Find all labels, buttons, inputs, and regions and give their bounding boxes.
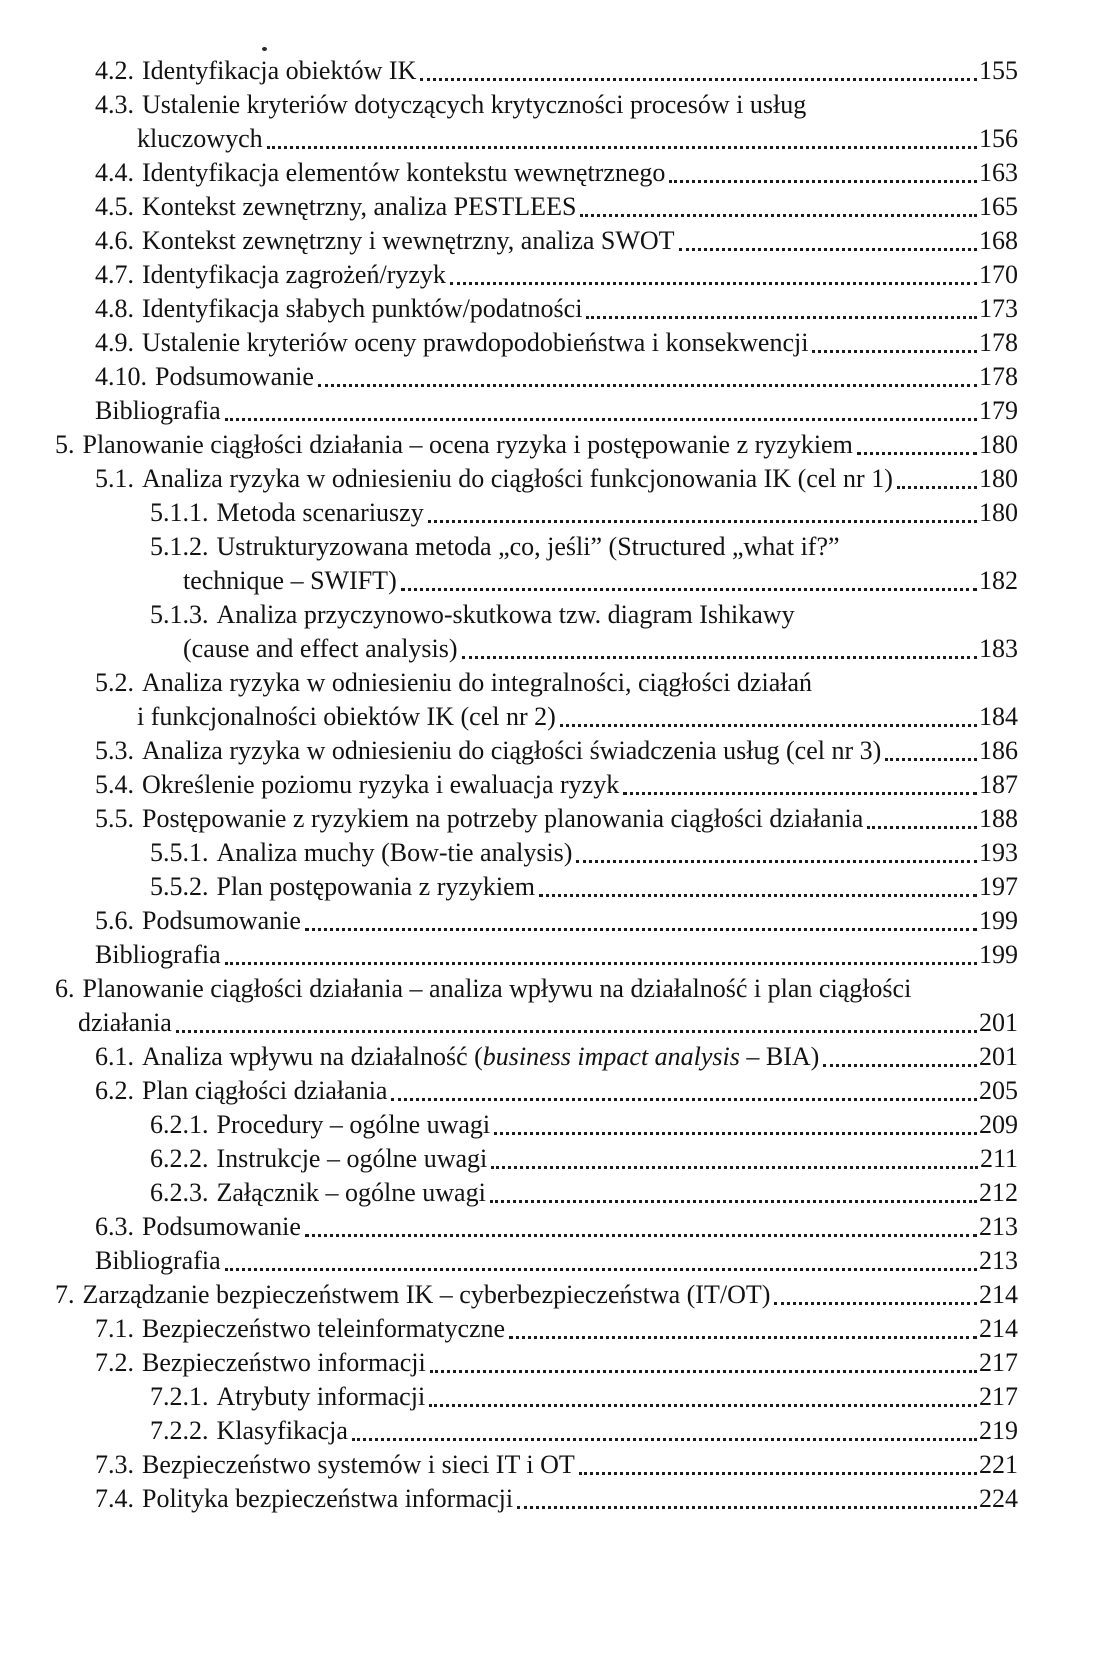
toc-entry-title: Bezpieczeństwo informacji xyxy=(142,1348,426,1377)
toc-entry-title: Identyfikacja słabych punktów/podatności xyxy=(142,294,583,323)
dot-leader xyxy=(509,1336,977,1339)
toc-entry-line xyxy=(0,1176,1018,1210)
toc-entry xyxy=(0,734,1018,768)
toc-page-number: 217 xyxy=(979,1382,1018,1411)
toc-page-number: 212 xyxy=(979,1178,1018,1207)
toc-entry-line xyxy=(0,394,1018,428)
toc-page-number: 201 xyxy=(979,1042,1018,1071)
toc-entry-title: Bibliografia xyxy=(95,396,221,425)
toc-entry-line xyxy=(0,1006,1018,1040)
toc-entry xyxy=(0,1244,1018,1278)
toc-entry xyxy=(0,190,1018,224)
toc-entry xyxy=(0,1074,1018,1108)
dot-leader xyxy=(429,1404,977,1407)
toc-entry xyxy=(0,1482,1018,1516)
toc-entry xyxy=(0,1278,1018,1312)
toc-entry-title: Instrukcje – ogólne uwagi xyxy=(216,1144,488,1173)
dot-leader xyxy=(267,146,977,149)
dot-leader xyxy=(867,826,977,829)
dot-leader xyxy=(225,418,977,421)
toc-page-number: 187 xyxy=(979,770,1018,799)
toc-entry-number: 6. xyxy=(55,974,75,1003)
dot-leader xyxy=(428,520,977,523)
toc-entry xyxy=(0,394,1018,428)
toc-entry-title: Analiza przyczynowo-skutkowa tzw. diagram Ishikawy xyxy=(216,600,795,629)
toc-entry-title: działania xyxy=(78,1008,172,1037)
toc-entry-title: (cause and effect analysis) xyxy=(183,634,458,663)
toc-entry-title: Załącznik – ogólne uwagi xyxy=(216,1178,486,1207)
dot-leader xyxy=(305,928,977,931)
toc-entry xyxy=(0,496,1018,530)
dot-leader xyxy=(430,1370,977,1373)
toc-entry-line xyxy=(0,292,1018,326)
dot-leader xyxy=(576,860,977,863)
toc-entry-line xyxy=(0,1278,1018,1312)
toc-entry-line xyxy=(0,768,1018,802)
toc-entry-title: Analiza ryzyka w odniesieniu do integralności, ciągłości działań xyxy=(142,668,812,697)
toc-entry-title: Plan postępowania z ryzykiem xyxy=(216,872,535,901)
toc-entry xyxy=(0,972,1018,1040)
dot-leader xyxy=(586,316,977,319)
toc-page-number: 179 xyxy=(979,396,1018,425)
dot-leader xyxy=(623,792,977,795)
dot-leader xyxy=(897,486,977,489)
toc-page-number: 168 xyxy=(979,226,1018,255)
toc-entry-title: Bezpieczeństwo teleinformatyczne xyxy=(142,1314,506,1343)
toc-page-number: 214 xyxy=(979,1280,1018,1309)
toc-entry-line xyxy=(0,1482,1018,1516)
toc-entry xyxy=(0,88,1018,156)
toc-entry-line xyxy=(0,1414,1018,1448)
toc-page-number: 182 xyxy=(979,566,1018,595)
toc-entry-line xyxy=(0,1380,1018,1414)
toc-entry-title: Metoda scenariuszy xyxy=(216,498,424,527)
toc-entry-number: 7.2.2. xyxy=(150,1416,209,1445)
toc-entry xyxy=(0,462,1018,496)
dot-leader xyxy=(669,180,977,183)
toc-entry-title: Analiza muchy (Bow-tie analysis) xyxy=(216,838,573,867)
toc-page-number: 221 xyxy=(979,1450,1018,1479)
toc-list xyxy=(0,54,1018,1516)
toc-entry-title: Identyfikacja zagrożeń/ryzyk xyxy=(142,260,446,289)
toc-entry xyxy=(0,1108,1018,1142)
toc-page-number: 156 xyxy=(979,124,1018,153)
toc-page-number: 219 xyxy=(979,1416,1018,1445)
toc-entry-title: Plan ciągłości działania xyxy=(142,1076,388,1105)
toc-entry-title: kluczowych xyxy=(137,124,263,153)
toc-entry-number: 7.1. xyxy=(95,1314,134,1343)
toc-entry xyxy=(0,292,1018,326)
toc-entry xyxy=(0,768,1018,802)
toc-entry-number: 7.3. xyxy=(95,1450,134,1479)
toc-entry-title: Planowanie ciągłości działania – ocena ryzyka i postępowanie z ryzykiem xyxy=(82,430,853,459)
toc-entry-number: 4.4. xyxy=(95,158,134,187)
toc-entry-number: 4.7. xyxy=(95,260,134,289)
toc-entry-number: 7. xyxy=(55,1280,75,1309)
toc-entry-title: Analiza ryzyka w odniesieniu do ciągłości świadczenia usług (cel nr 3) xyxy=(142,736,882,765)
toc-entry-title: i funkcjonalności obiektów IK (cel nr 2) xyxy=(137,702,556,731)
toc-entry-number: 6.2.1. xyxy=(150,1110,209,1139)
toc-entry-title: Określenie poziomu ryzyka i ewaluacja ryzyk xyxy=(142,770,620,799)
toc-entry-title: Bezpieczeństwo systemów i sieci IT i OT xyxy=(142,1450,575,1479)
toc-entry-number: 6.2.3. xyxy=(150,1178,209,1207)
toc-entry-line xyxy=(0,190,1018,224)
toc-entry xyxy=(0,1414,1018,1448)
toc-page-number: 186 xyxy=(979,736,1018,765)
toc-entry xyxy=(0,598,1018,666)
toc-entry xyxy=(0,428,1018,462)
toc-entry-title: Kontekst zewnętrzny, analiza PESTLEES xyxy=(142,192,577,221)
toc-page-number: 180 xyxy=(979,430,1018,459)
toc-entry-line xyxy=(0,54,1018,88)
toc-entry-number: 5.4. xyxy=(95,770,134,799)
toc-entry-line xyxy=(0,1346,1018,1380)
toc-entry-number: 4.8. xyxy=(95,294,134,323)
toc-page-number: 199 xyxy=(979,940,1018,969)
dot-leader xyxy=(774,1302,977,1305)
toc-entry-title: Podsumowanie xyxy=(142,1212,301,1241)
toc-page-number: 180 xyxy=(979,464,1018,493)
toc-page-number: 155 xyxy=(979,56,1018,85)
toc-entry-line xyxy=(0,700,1018,734)
toc-entry-line xyxy=(0,1448,1018,1482)
dot-leader xyxy=(823,1064,977,1067)
toc-entry-line xyxy=(0,496,1018,530)
toc-entry-title: Identyfikacja obiektów IK xyxy=(142,56,417,85)
toc-entry-number: 5.1. xyxy=(95,464,134,493)
toc-entry-line xyxy=(0,870,1018,904)
toc-entry-line xyxy=(0,666,1018,700)
toc-page-number: 224 xyxy=(979,1484,1018,1513)
toc-entry-title: Kontekst zewnętrzny i wewnętrzny, analiza SWOT xyxy=(142,226,675,255)
toc-entry-line xyxy=(0,734,1018,768)
toc-entry xyxy=(0,904,1018,938)
toc-entry-number: 5.1.1. xyxy=(150,498,209,527)
toc-entry-number: 5. xyxy=(55,430,75,459)
toc-entry-number: 4.3. xyxy=(95,90,134,119)
dot-leader xyxy=(580,214,977,217)
toc-entry-line xyxy=(0,428,1018,462)
dot-leader xyxy=(494,1132,977,1135)
toc-entry xyxy=(0,326,1018,360)
toc-page-number: 178 xyxy=(979,328,1018,357)
dot-leader xyxy=(539,894,977,897)
toc-entry-line xyxy=(0,564,1018,598)
toc-entry-title: Podsumowanie xyxy=(155,362,314,391)
toc-entry-number: 5.2. xyxy=(95,668,134,697)
toc-page-number: 214 xyxy=(979,1314,1018,1343)
toc-entry-line xyxy=(0,1312,1018,1346)
toc-entry-title: technique – SWIFT) xyxy=(183,566,397,595)
toc-page-number: 213 xyxy=(979,1212,1018,1241)
toc-entry-number: 7.2. xyxy=(95,1348,134,1377)
toc-page-number: 178 xyxy=(979,362,1018,391)
toc-entry-number: 6.3. xyxy=(95,1212,134,1241)
dot-leader xyxy=(318,384,977,387)
toc-entry xyxy=(0,224,1018,258)
toc-entry-title: Procedury – ogólne uwagi xyxy=(216,1110,491,1139)
dot-leader xyxy=(391,1098,977,1101)
toc-page-number: 201 xyxy=(979,1008,1018,1037)
toc-entry-title: Bibliografia xyxy=(95,940,221,969)
toc-entry-line xyxy=(0,360,1018,394)
toc-entry xyxy=(0,530,1018,598)
toc-entry-line xyxy=(0,1108,1018,1142)
dot-leader xyxy=(450,282,977,285)
toc-entry-line xyxy=(0,972,1018,1006)
toc-entry-title: Klasyfikacja xyxy=(216,1416,348,1445)
toc-entry-title: Identyfikacja elementów kontekstu wewnętrznego xyxy=(142,158,666,187)
toc-entry-title: Podsumowanie xyxy=(142,906,301,935)
toc-entry-title: Zarządzanie bezpieczeństwem IK – cyberbezpieczeństwa (IT/OT) xyxy=(82,1280,771,1309)
toc-entry xyxy=(0,1176,1018,1210)
toc-entry xyxy=(0,1448,1018,1482)
toc-entry xyxy=(0,54,1018,88)
toc-page-number: 217 xyxy=(979,1348,1018,1377)
toc-entry xyxy=(0,156,1018,190)
toc-entry-line xyxy=(0,88,1018,122)
dot-leader xyxy=(225,962,977,965)
toc-entry-line xyxy=(0,632,1018,666)
toc-entry-line xyxy=(0,258,1018,292)
toc-entry xyxy=(0,870,1018,904)
toc-entry-line xyxy=(0,938,1018,972)
toc-entry xyxy=(0,1346,1018,1380)
toc-entry-line xyxy=(0,1210,1018,1244)
dot-leader xyxy=(857,452,977,455)
toc-page-number: 170 xyxy=(979,260,1018,289)
toc-entry-number: 5.6. xyxy=(95,906,134,935)
toc-entry xyxy=(0,1142,1018,1176)
dot-leader xyxy=(490,1200,977,1203)
toc-entry-number: 5.5.1. xyxy=(150,838,209,867)
toc-page-number: 184 xyxy=(979,702,1018,731)
toc-entry xyxy=(0,802,1018,836)
toc-entry-title: Postępowanie z ryzykiem na potrzeby planowania ciągłości działania xyxy=(142,804,864,833)
toc-entry-line xyxy=(0,802,1018,836)
toc-entry-line xyxy=(0,904,1018,938)
toc-page-number: 188 xyxy=(979,804,1018,833)
dot-leader xyxy=(420,78,977,81)
toc-entry xyxy=(0,1312,1018,1346)
toc-entry-number: 7.2.1. xyxy=(150,1382,209,1411)
toc-entry-line xyxy=(0,1040,1018,1074)
toc-page-number: 199 xyxy=(979,906,1018,935)
toc-entry-line xyxy=(0,326,1018,360)
toc-entry-line xyxy=(0,598,1018,632)
dot-leader xyxy=(812,350,977,353)
toc-entry-number: 5.5. xyxy=(95,804,134,833)
toc-entry xyxy=(0,666,1018,734)
dot-leader xyxy=(491,1166,978,1169)
dot-leader xyxy=(176,1030,977,1033)
toc-entry-title: Bibliografia xyxy=(95,1246,221,1275)
toc-entry-title: Analiza wpływu na działalność (business impact analysis – BIA) xyxy=(142,1042,820,1071)
toc-entry xyxy=(0,258,1018,292)
toc-entry-number: 5.1.3. xyxy=(150,600,209,629)
dot-leader xyxy=(401,588,977,591)
dot-leader xyxy=(462,656,977,659)
dot-leader xyxy=(517,1506,977,1509)
toc-entry xyxy=(0,938,1018,972)
toc-page-number: 205 xyxy=(979,1076,1018,1105)
toc-page-number: 193 xyxy=(979,838,1018,867)
toc-entry-number: 4.2. xyxy=(95,56,134,85)
dot-leader xyxy=(560,724,977,727)
toc-page-number: 163 xyxy=(979,158,1018,187)
toc-entry-title: Planowanie ciągłości działania – analiza wpływu na działalność i plan ciągłości xyxy=(82,974,912,1003)
toc-page-number: 173 xyxy=(979,294,1018,323)
toc-page-number: 209 xyxy=(979,1110,1018,1139)
toc-entry-number: 4.10. xyxy=(95,362,147,391)
dot-leader xyxy=(579,1472,977,1475)
dot-leader xyxy=(885,758,977,761)
toc-page-number: 197 xyxy=(979,872,1018,901)
toc-entry-number: 5.1.2. xyxy=(150,532,209,561)
toc-entry xyxy=(0,1210,1018,1244)
toc-entry xyxy=(0,836,1018,870)
toc-page-number: 165 xyxy=(979,192,1018,221)
scan-noise-speck xyxy=(262,47,267,51)
toc-entry-line xyxy=(0,224,1018,258)
dot-leader xyxy=(352,1438,977,1441)
toc-page-number: 211 xyxy=(979,1144,1018,1173)
toc-entry-line xyxy=(0,1244,1018,1278)
toc-page-number: 183 xyxy=(979,634,1018,663)
toc-entry-line xyxy=(0,530,1018,564)
toc-entry-line xyxy=(0,1074,1018,1108)
toc-entry-number: 7.4. xyxy=(95,1484,134,1513)
toc-entry xyxy=(0,360,1018,394)
toc-entry-number: 5.5.2. xyxy=(150,872,209,901)
toc-page-number: 213 xyxy=(979,1246,1018,1275)
toc-entry-line xyxy=(0,156,1018,190)
dot-leader xyxy=(679,248,977,251)
toc-entry-number: 4.9. xyxy=(95,328,134,357)
toc-entry-line xyxy=(0,462,1018,496)
toc-entry-title: Ustalenie kryteriów dotyczących krytyczności procesów i usług xyxy=(142,90,807,119)
dot-leader xyxy=(225,1268,977,1271)
toc-entry-title: Polityka bezpieczeństwa informacji xyxy=(142,1484,514,1513)
toc-entry xyxy=(0,1040,1018,1074)
toc-page-number: 180 xyxy=(979,498,1018,527)
toc-entry-number: 4.5. xyxy=(95,192,134,221)
toc-entry-line xyxy=(0,122,1018,156)
toc-entry xyxy=(0,1380,1018,1414)
toc-entry-number: 6.1. xyxy=(95,1042,134,1071)
toc-entry-title: Atrybuty informacji xyxy=(216,1382,426,1411)
toc-entry-line xyxy=(0,836,1018,870)
dot-leader xyxy=(305,1234,977,1237)
toc-entry-title: Analiza ryzyka w odniesieniu do ciągłości funkcjonowania IK (cel nr 1) xyxy=(142,464,893,493)
toc-entry-title: Ustalenie kryteriów oceny prawdopodobieństwa i konsekwencji xyxy=(142,328,809,357)
toc-entry-title: Ustrukturyzowana metoda „co, jeśli” (Structured „what if?” xyxy=(216,532,840,561)
toc-entry-number: 5.3. xyxy=(95,736,134,765)
toc-entry-number: 6.2. xyxy=(95,1076,134,1105)
toc-entry-number: 4.6. xyxy=(95,226,134,255)
toc-entry-line xyxy=(0,1142,1018,1176)
toc-entry-number: 6.2.2. xyxy=(150,1144,209,1173)
